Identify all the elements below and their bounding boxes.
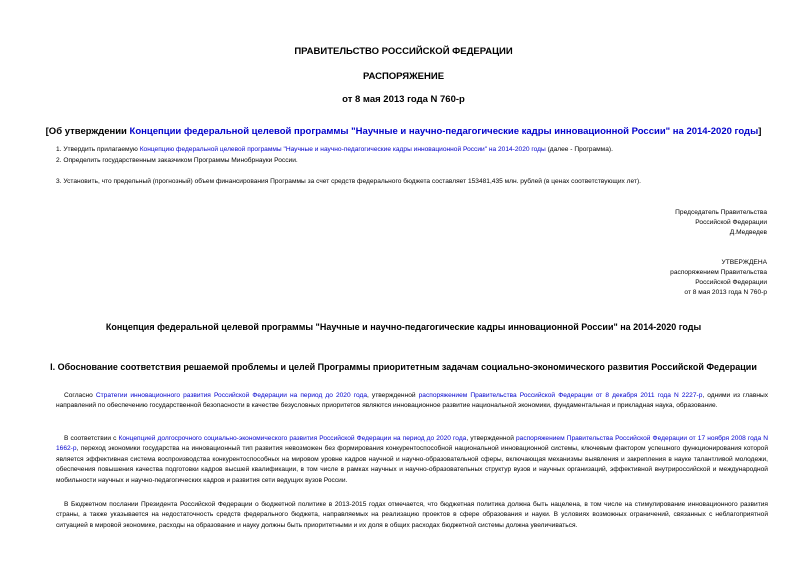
approved-line-3: Российской Федерации — [695, 279, 767, 286]
signature-line-3: Д.Медведев — [729, 229, 767, 236]
item-1-prefix: 1. Утвердить прилагаемую — [56, 146, 140, 153]
p1-text-a: Согласно — [64, 392, 96, 399]
government-heading: ПРАВИТЕЛЬСТВО РОССИЙСКОЙ ФЕДЕРАЦИИ — [294, 46, 513, 57]
approved-line-1: УТВЕРЖДЕНА — [721, 259, 767, 266]
p2-text-a: В соответствии с — [64, 435, 119, 442]
p1-strategy-link[interactable]: Стратегии инновационного развития Российской Федерации на период до 2020 года — [95, 392, 368, 399]
p1-text-b: , утвержденной — [367, 392, 419, 399]
signature-line-1: Председатель Правительства — [675, 209, 767, 216]
document-type: РАСПОРЯЖЕНИЕ — [362, 71, 445, 82]
p1-order-link[interactable]: распоряжением Правительства Российской Федерации от 8 декабря 2011 года N 2227-р — [418, 392, 703, 399]
item-1-suffix: (далее - Программа). — [545, 146, 613, 153]
p2-concept-link[interactable]: Концепцией долгосрочного социально-экономического развития Российской Федерации на период до 2020 года — [118, 435, 467, 442]
p2-order-link[interactable]: распоряжением Правительства Российской Федерации от 17 ноября 2008 года N 1662-р — [56, 435, 768, 453]
concept-title: Концепция федеральной целевой программы "Научные и научно-педагогические кадры инновационной России" на 2014-2020 годы — [105, 322, 702, 332]
paragraph-3: В Бюджетном послании Президента Российской Федерации о бюджетной политике в 2013-2015 годах отмечается, что бюджетная политика должна быть нацелена, в том числе на стимулирование инновационного развития страны, а также указывается на недостаточность средств федерального бюджета, направляемых на реализацию проектов в сфере образования и науки. В условиях возможных ограничений, связанных с неблагоприятной ситуацией в мировой экономике, расходы на образование и науку должны быть приоритетными и их доля в общих расходах бюджетной системы должна увеличиваться. — [56, 501, 768, 529]
item-1-link[interactable]: Концепцию федеральной целевой программы "Научные и научно-педагогические кадры инновационной России" на 2014-2020 годы — [139, 146, 546, 153]
p2-text-b: , утвержденной — [466, 435, 516, 442]
paragraph-1 — [56, 391, 768, 412]
item-3: 3. Установить, что предельный (прогнозный) объем финансирования Программы за счет средств федерального бюджета составляет 153481,435 млн. рублей (в ценах соответствующих лет). — [56, 178, 642, 185]
signature-block — [675, 208, 767, 238]
section-1-title: I. Обоснование соответствия решаемой проблемы и целей Программы приоритетным задачам социально-экономического развития Российской Федерации — [50, 362, 757, 372]
title-link[interactable]: Концепции федеральной целевой программы "Научные и научно-педагогические кадры инновационной России" на 2014-2020 годы — [129, 126, 759, 137]
p2-text-c: , переход экономики государства на инновационный тип развития невозможен без формирования конкурентоспособной национальной инновационной системы, ключевым фактором успешного функционирования которой является эффективная система воспроизводства конкурентоспособных на мировом уровне кадров научной и научно-образовательной сферы, включающая механизмы выявления и закрепления в науке талантливой молодежи, обеспечения повышения качества подготовки кадров высшей квалификации, в том числе в рамках научных и научно-образовательных структур вузов и научных организаций, эффективной внутрироссийской и международной мобильности научных и научно-педагогических кадров и развития сети ведущих вузов России. — [56, 445, 768, 484]
paragraph-2 — [56, 434, 768, 486]
p1-text-c: , одними из главных направлений по обеспечению государственной безопасности в качестве безусловных приоритетов являются инновационное развитие национальной экономики, фундаментальная и прикладная наука, образование. — [56, 392, 769, 410]
document-title — [40, 126, 767, 137]
item-2: 2. Определить государственным заказчиком Программы Минобрнауки России. — [56, 157, 298, 164]
item-1 — [56, 146, 613, 154]
approved-line-4: от 8 мая 2013 года N 760-р — [684, 289, 767, 296]
signature-line-2: Российской Федерации — [695, 219, 767, 226]
approved-line-2: распоряжением Правительства — [670, 269, 767, 276]
title-prefix: [Об утверждении — [45, 126, 130, 137]
approved-block — [670, 258, 767, 298]
title-suffix: ] — [758, 126, 762, 137]
document-date: от 8 мая 2013 года N 760-р — [342, 94, 465, 105]
